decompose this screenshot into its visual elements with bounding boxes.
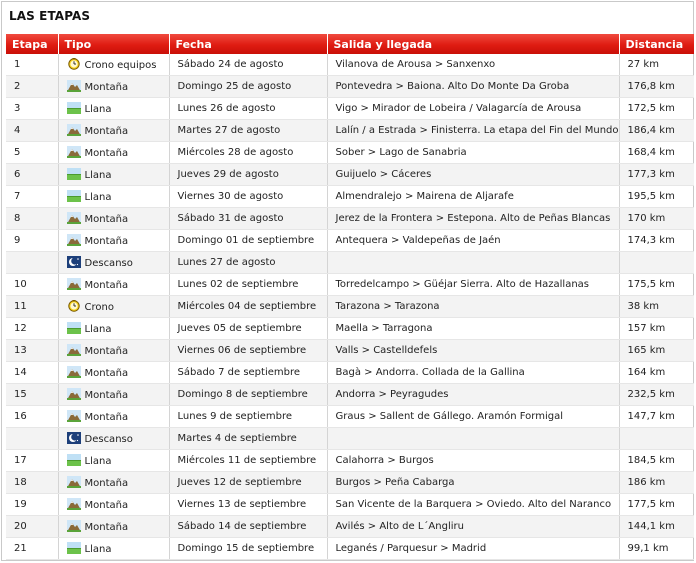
mountain-icon — [67, 278, 81, 290]
etapa-cell: 15 — [6, 384, 58, 406]
distancia-cell: 38 km — [619, 296, 694, 318]
tipo-cell — [58, 186, 169, 208]
tipo-label: Montaña — [84, 368, 129, 379]
fecha-cell: Miércoles 28 de agosto — [169, 142, 327, 164]
table-row — [6, 384, 694, 406]
tipo-label: Llana — [84, 104, 112, 115]
distancia-cell: 186,4 km — [619, 120, 694, 142]
distancia-cell: 164 km — [619, 362, 694, 384]
tipo-cell — [58, 318, 169, 340]
tipo-label: Descanso — [84, 258, 133, 269]
salida-cell: Lalín / a Estrada > Finisterra. La etapa del Fin del Mundo — [327, 120, 619, 142]
mountain-icon — [67, 410, 81, 422]
tipo-label: Montaña — [84, 280, 129, 291]
tipo-cell — [58, 142, 169, 164]
salida-cell: Almendralejo > Mairena de Aljarafe — [327, 186, 619, 208]
col-etapa-header: Etapa — [6, 34, 58, 54]
etapa-cell — [6, 428, 58, 450]
col-salida-header: Salida y llegada — [327, 34, 619, 54]
salida-cell: Valls > Castelldefels — [327, 340, 619, 362]
salida-cell: Vilanova de Arousa > Sanxenxo — [327, 54, 619, 76]
salida-cell: Sober > Lago de Sanabria — [327, 142, 619, 164]
table-row — [6, 296, 694, 318]
tipo-label: Llana — [84, 324, 112, 335]
tipo-cell — [58, 164, 169, 186]
table-row — [6, 516, 694, 538]
fecha-cell: Lunes 9 de septiembre — [169, 406, 327, 428]
mountain-icon — [67, 80, 81, 92]
etapa-cell: 12 — [6, 318, 58, 340]
etapa-cell: 8 — [6, 208, 58, 230]
mountain-icon — [67, 234, 81, 246]
flat-icon — [67, 322, 81, 334]
etapa-cell: 14 — [6, 362, 58, 384]
salida-cell: Burgos > Peña Cabarga — [327, 472, 619, 494]
salida-cell: Jerez de la Frontera > Estepona. Alto de Peñas Blancas — [327, 208, 619, 230]
tipo-label: Llana — [84, 170, 112, 181]
flat-icon — [67, 542, 81, 554]
etapa-cell: 1 — [6, 54, 58, 76]
table-row — [6, 472, 694, 494]
etapa-cell: 16 — [6, 406, 58, 428]
salida-cell — [327, 428, 619, 450]
fecha-cell: Sábado 7 de septiembre — [169, 362, 327, 384]
mountain-icon — [67, 520, 81, 532]
distancia-cell: 232,5 km — [619, 384, 694, 406]
tipo-cell — [58, 472, 169, 494]
fecha-cell: Lunes 26 de agosto — [169, 98, 327, 120]
distancia-cell — [619, 252, 694, 274]
rest-icon — [67, 432, 81, 444]
etapa-cell: 2 — [6, 76, 58, 98]
fecha-cell: Jueves 12 de septiembre — [169, 472, 327, 494]
table-row — [6, 230, 694, 252]
tipo-label: Crono equipos — [84, 60, 157, 71]
tipo-cell — [58, 76, 169, 98]
fecha-cell: Jueves 05 de septiembre — [169, 318, 327, 340]
etapa-cell: 4 — [6, 120, 58, 142]
etapa-cell: 7 — [6, 186, 58, 208]
tipo-label: Montaña — [84, 148, 129, 159]
distancia-cell: 147,7 km — [619, 406, 694, 428]
fecha-cell: Domingo 15 de septiembre — [169, 538, 327, 560]
etapa-cell: 9 — [6, 230, 58, 252]
table-row — [6, 340, 694, 362]
tipo-label: Montaña — [84, 214, 129, 225]
distancia-cell: 99,1 km — [619, 538, 694, 560]
tipo-cell — [58, 230, 169, 252]
fecha-cell: Miércoles 11 de septiembre — [169, 450, 327, 472]
clock-icon — [67, 300, 81, 312]
distancia-cell: 184,5 km — [619, 450, 694, 472]
etapa-cell: 10 — [6, 274, 58, 296]
tipo-cell — [58, 406, 169, 428]
salida-cell: Andorra > Peyragudes — [327, 384, 619, 406]
table-row — [6, 450, 694, 472]
distancia-cell: 175,5 km — [619, 274, 694, 296]
table-row — [6, 362, 694, 384]
etapa-cell: 3 — [6, 98, 58, 120]
salida-cell: Leganés / Parquesur > Madrid — [327, 538, 619, 560]
salida-cell — [327, 252, 619, 274]
fecha-cell: Sábado 31 de agosto — [169, 208, 327, 230]
distancia-cell: 174,3 km — [619, 230, 694, 252]
tipo-label: Llana — [84, 456, 112, 467]
mountain-icon — [67, 366, 81, 378]
mountain-icon — [67, 212, 81, 224]
tipo-cell — [58, 494, 169, 516]
salida-cell: Graus > Sallent de Gállego. Aramón Formigal — [327, 406, 619, 428]
tipo-label: Montaña — [84, 346, 129, 357]
distancia-cell: 186 km — [619, 472, 694, 494]
tipo-cell — [58, 384, 169, 406]
salida-cell: Guijuelo > Cáceres — [327, 164, 619, 186]
tipo-label: Montaña — [84, 412, 129, 423]
table-row — [6, 274, 694, 296]
tipo-cell — [58, 252, 169, 274]
salida-cell: Avilés > Alto de L´Angliru — [327, 516, 619, 538]
etapa-cell: 18 — [6, 472, 58, 494]
flat-icon — [67, 168, 81, 180]
distancia-cell: 195,5 km — [619, 186, 694, 208]
stages-table — [6, 34, 694, 560]
flat-icon — [67, 102, 81, 114]
fecha-cell: Jueves 29 de agosto — [169, 164, 327, 186]
tipo-label: Montaña — [84, 236, 129, 247]
fecha-cell: Miércoles 04 de septiembre — [169, 296, 327, 318]
mountain-icon — [67, 344, 81, 356]
tipo-cell — [58, 208, 169, 230]
table-row — [6, 186, 694, 208]
tipo-label: Descanso — [84, 434, 133, 445]
tipo-cell — [58, 428, 169, 450]
distancia-cell: 172,5 km — [619, 98, 694, 120]
tipo-label: Llana — [84, 192, 112, 203]
etapa-cell: 20 — [6, 516, 58, 538]
tipo-cell — [58, 340, 169, 362]
distancia-cell: 170 km — [619, 208, 694, 230]
distancia-cell: 177,5 km — [619, 494, 694, 516]
tipo-cell — [58, 296, 169, 318]
distancia-cell: 165 km — [619, 340, 694, 362]
mountain-icon — [67, 124, 81, 136]
tipo-cell — [58, 538, 169, 560]
fecha-cell: Viernes 30 de agosto — [169, 186, 327, 208]
rest-icon — [67, 256, 81, 268]
tipo-label: Montaña — [84, 390, 129, 401]
table-row — [6, 406, 694, 428]
tipo-cell — [58, 450, 169, 472]
table-row — [6, 54, 694, 76]
fecha-cell: Domingo 8 de septiembre — [169, 384, 327, 406]
table-row — [6, 142, 694, 164]
tipo-label: Montaña — [84, 82, 129, 93]
tipo-label: Crono — [84, 302, 114, 313]
tipo-cell — [58, 516, 169, 538]
table-header — [6, 34, 694, 54]
distancia-cell: 177,3 km — [619, 164, 694, 186]
fecha-cell: Martes 4 de septiembre — [169, 428, 327, 450]
distancia-cell: 176,8 km — [619, 76, 694, 98]
table-row — [6, 428, 694, 450]
tipo-cell — [58, 98, 169, 120]
panel-title: LAS ETAPAS — [9, 9, 91, 23]
table-row — [6, 494, 694, 516]
fecha-cell: Sábado 14 de septiembre — [169, 516, 327, 538]
salida-cell: Tarazona > Tarazona — [327, 296, 619, 318]
fecha-cell: Viernes 06 de septiembre — [169, 340, 327, 362]
distancia-cell: 157 km — [619, 318, 694, 340]
table-row — [6, 98, 694, 120]
tipo-label: Llana — [84, 544, 112, 555]
table-row — [6, 318, 694, 340]
mountain-icon — [67, 388, 81, 400]
etapa-cell — [6, 252, 58, 274]
salida-cell: Pontevedra > Baiona. Alto Do Monte Da Groba — [327, 76, 619, 98]
etapa-cell: 6 — [6, 164, 58, 186]
fecha-cell: Domingo 01 de septiembre — [169, 230, 327, 252]
tipo-cell — [58, 362, 169, 384]
salida-cell: Calahorra > Burgos — [327, 450, 619, 472]
distancia-cell — [619, 428, 694, 450]
etapa-cell: 11 — [6, 296, 58, 318]
salida-cell: Vigo > Mirador de Lobeira / Valagarcía de Arousa — [327, 98, 619, 120]
fecha-cell: Lunes 02 de septiembre — [169, 274, 327, 296]
tipo-label: Montaña — [84, 522, 129, 533]
flat-icon — [67, 454, 81, 466]
tipo-cell — [58, 120, 169, 142]
distancia-cell: 144,1 km — [619, 516, 694, 538]
distancia-cell: 168,4 km — [619, 142, 694, 164]
distancia-cell: 27 km — [619, 54, 694, 76]
tipo-label: Montaña — [84, 478, 129, 489]
mountain-icon — [67, 476, 81, 488]
etapa-cell: 21 — [6, 538, 58, 560]
flat-icon — [67, 190, 81, 202]
table-row — [6, 538, 694, 560]
table-row — [6, 76, 694, 98]
salida-cell: Torredelcampo > Güéjar Sierra. Alto de Hazallanas — [327, 274, 619, 296]
tipo-cell — [58, 274, 169, 296]
col-tipo-header: Tipo — [58, 34, 169, 54]
fecha-cell: Lunes 27 de agosto — [169, 252, 327, 274]
etapa-cell: 13 — [6, 340, 58, 362]
salida-cell: Bagà > Andorra. Collada de la Gallina — [327, 362, 619, 384]
etapa-cell: 5 — [6, 142, 58, 164]
etapa-cell: 19 — [6, 494, 58, 516]
col-distancia-header: Distancia — [619, 34, 694, 54]
salida-cell: San Vicente de la Barquera > Oviedo. Alto del Naranco — [327, 494, 619, 516]
tipo-cell — [58, 54, 169, 76]
table-row — [6, 120, 694, 142]
table-row — [6, 164, 694, 186]
clock-icon — [67, 58, 81, 70]
fecha-cell: Viernes 13 de septiembre — [169, 494, 327, 516]
stages-panel — [1, 1, 694, 561]
col-fecha-header: Fecha — [169, 34, 327, 54]
salida-cell: Antequera > Valdepeñas de Jaén — [327, 230, 619, 252]
mountain-icon — [67, 146, 81, 158]
salida-cell: Maella > Tarragona — [327, 318, 619, 340]
fecha-cell: Sábado 24 de agosto — [169, 54, 327, 76]
tipo-label: Montaña — [84, 126, 129, 137]
mountain-icon — [67, 498, 81, 510]
fecha-cell: Martes 27 de agosto — [169, 120, 327, 142]
etapa-cell: 17 — [6, 450, 58, 472]
table-row — [6, 208, 694, 230]
fecha-cell: Domingo 25 de agosto — [169, 76, 327, 98]
table-row — [6, 252, 694, 274]
tipo-label: Montaña — [84, 500, 129, 511]
